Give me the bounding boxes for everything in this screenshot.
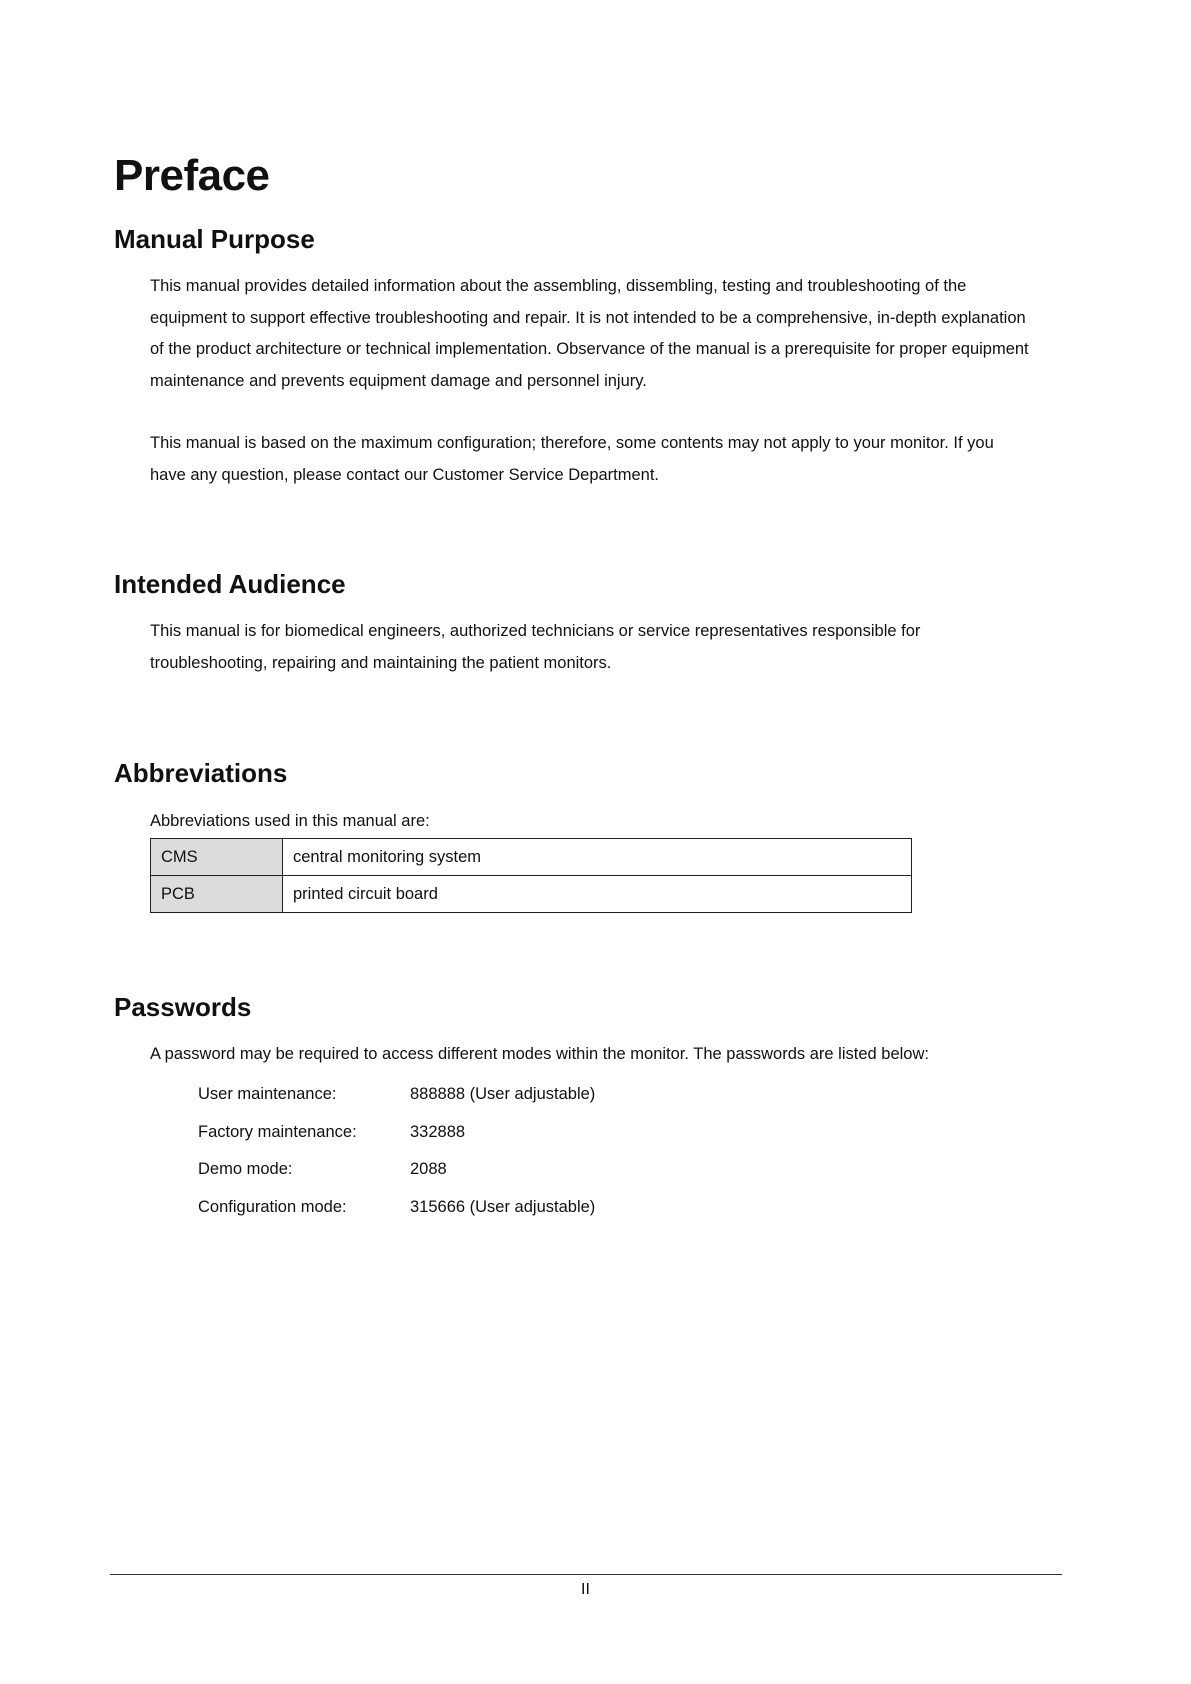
- password-value: 315666 (User adjustable): [410, 1198, 596, 1216]
- abbreviations-table: [150, 838, 912, 913]
- password-value: 888888 (User adjustable): [410, 1085, 596, 1103]
- table-row: [151, 839, 912, 876]
- password-value: 332888: [410, 1123, 466, 1141]
- heading-passwords: Passwords: [114, 992, 252, 1022]
- password-label: Configuration mode:: [198, 1198, 347, 1216]
- meaning-cell: central monitoring system: [283, 839, 912, 876]
- abbreviation-cell: CMS: [151, 839, 283, 876]
- abbreviations-intro: Abbreviations used in this manual are:: [150, 812, 430, 830]
- password-label: User maintenance:: [198, 1085, 337, 1103]
- password-label: Factory maintenance:: [198, 1123, 357, 1141]
- table-row: [151, 876, 912, 913]
- manual-purpose-paragraph-1: This manual provides detailed information about the assembling, dissembling, testing and troubleshooting of the equipment to support effective troubleshooting and repair. It is not intended to be a comprehensive, in-depth explanation of the product architecture or technical implementation. Observance of the manual is a prerequisite for proper equipment maintenance and prevents equipment damage and personnel injury.: [150, 277, 1029, 390]
- heading-abbreviations: Abbreviations: [114, 758, 288, 788]
- abbreviation-cell: PCB: [151, 876, 283, 913]
- intended-audience-paragraph: This manual is for biomedical engineers, authorized technicians or service representatives responsible for troubleshooting, repairing and maintaining the patient monitors.: [150, 622, 921, 672]
- password-label: Demo mode:: [198, 1160, 293, 1178]
- password-value: 2088: [410, 1160, 447, 1178]
- page-title: Preface: [114, 151, 270, 200]
- manual-purpose-paragraph-2: This manual is based on the maximum configuration; therefore, some contents may not apply to your monitor. If you have any question, please contact our Customer Service Department.: [150, 434, 994, 484]
- meaning-cell: printed circuit board: [283, 876, 912, 913]
- footer-divider: [110, 1574, 1062, 1575]
- heading-manual-purpose: Manual Purpose: [114, 224, 315, 254]
- page-number: II: [581, 1581, 590, 1598]
- heading-intended-audience: Intended Audience: [114, 569, 346, 599]
- passwords-intro: A password may be required to access different modes within the monitor. The passwords are listed below:: [150, 1045, 929, 1063]
